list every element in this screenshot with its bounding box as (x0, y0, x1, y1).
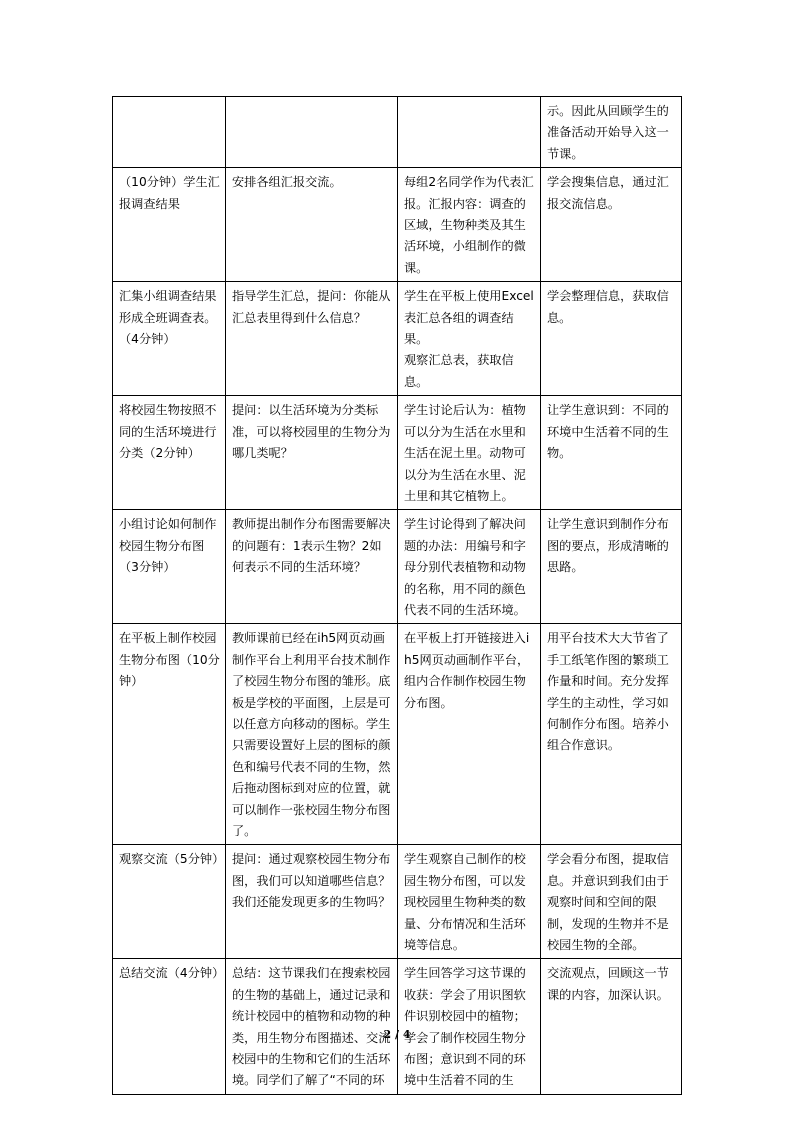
table-cell: 学生回答学习这节课的收获：学会了用识图软件识别校园中的植物；学会了制作校园生物分布图；意识到不同的环境中生活着不同的生 (398, 959, 541, 1094)
table-cell: 让学生意识到：不同的环境中生活着不同的生物。 (541, 396, 682, 510)
table-cell (226, 97, 398, 168)
table-cell: （10分钟）学生汇报调查结果 (113, 168, 226, 282)
table-cell: 教师课前已经在ih5网页动画制作平台上利用平台技术制作了校园生物分布图的雏形。底板是学校的平面图，上层是可以任意方向移动的图标。学生只需要设置好上层的图标的颜色和编号代表不同的生物，然后拖动图标到对应的位置，就可以制作一张校园生物分布图了。 (226, 624, 398, 845)
table-cell: 学生讨论得到了解决问题的办法：用编号和字母分别代表植物和动物的名称，用不同的颜色代表不同的生活环境。 (398, 510, 541, 624)
lesson-plan-table (112, 96, 682, 1095)
table-row (113, 624, 682, 845)
table-row (113, 959, 682, 1094)
table-cell: 示。因此从回顾学生的准备活动开始导入这一节课。 (541, 97, 682, 168)
table-cell: 总结交流（4分钟） (113, 959, 226, 1094)
table-cell: 小组讨论如何制作校园生物分布图（3分钟） (113, 510, 226, 624)
table-cell: 让学生意识到制作分布图的要点，形成清晰的思路。 (541, 510, 682, 624)
table-cell: 汇集小组调查结果形成全班调查表。（4分钟） (113, 282, 226, 396)
table-cell: 学生观察自己制作的校园生物分布图，可以发现校园里生物种类的数量、分布情况和生活环境等信息。 (398, 845, 541, 959)
table-cell: 观察交流（5分钟） (113, 845, 226, 959)
table-row (113, 396, 682, 510)
table-cell: 教师提出制作分布图需要解决的问题有：1表示生物？2如何表示不同的生活环境？ (226, 510, 398, 624)
table-cell: 学会搜集信息，通过汇报交流信息。 (541, 168, 682, 282)
table-cell (113, 97, 226, 168)
table-row (113, 168, 682, 282)
table-cell: 学会整理信息，获取信息。 (541, 282, 682, 396)
table-cell: 将校园生物按照不同的生活环境进行分类（2分钟） (113, 396, 226, 510)
table-row (113, 97, 682, 168)
table-row (113, 845, 682, 959)
table-cell: 提问：以生活环境为分类标准，可以将校园里的生物分为哪几类呢？ (226, 396, 398, 510)
table-cell: 交流观点，回顾这一节课的内容，加深认识。 (541, 959, 682, 1094)
table-cell: 总结：这节课我们在搜索校园的生物的基础上，通过记录和统计校园中的植物和动物的种类，用生物分布图描述、交流校园中的生物和它们的生活环境。同学们了解了“不同的环 (226, 959, 398, 1094)
table-row (113, 282, 682, 396)
page-number: 2 / 4 (383, 1028, 411, 1041)
table-cell: 用平台技术大大节省了手工纸笔作图的繁琐工作量和时间。充分发挥学生的主动性，学习如何制作分布图。培养小组合作意识。 (541, 624, 682, 845)
table-row (113, 510, 682, 624)
table-cell (398, 97, 541, 168)
table-cell: 在平板上打开链接进入ih5网页动画制作平台，组内合作制作校园生物分布图。 (398, 624, 541, 845)
table-cell: 提问：通过观察校园生物分布图，我们可以知道哪些信息？我们还能发现更多的生物吗？ (226, 845, 398, 959)
table-cell: 学生讨论后认为：植物可以分为生活在水里和生活在泥土里。动物可以分为生活在水里、泥土里和其它植物上。 (398, 396, 541, 510)
table-cell: 每组2名同学作为代表汇报。汇报内容：调查的区域，生物种类及其生活环境，小组制作的微课。 (398, 168, 541, 282)
table-cell: 指导学生汇总，提问：你能从汇总表里得到什么信息？ (226, 282, 398, 396)
table-cell: 学会看分布图，提取信息。并意识到我们由于观察时间和空间的限制，发现的生物并不是校园生物的全部。 (541, 845, 682, 959)
table-cell: 在平板上制作校园生物分布图（10分钟） (113, 624, 226, 845)
table-cell: 学生在平板上使用Excel表汇总各组的调查结果。 观察汇总表，获取信息。 (398, 282, 541, 396)
table-cell: 安排各组汇报交流。 (226, 168, 398, 282)
